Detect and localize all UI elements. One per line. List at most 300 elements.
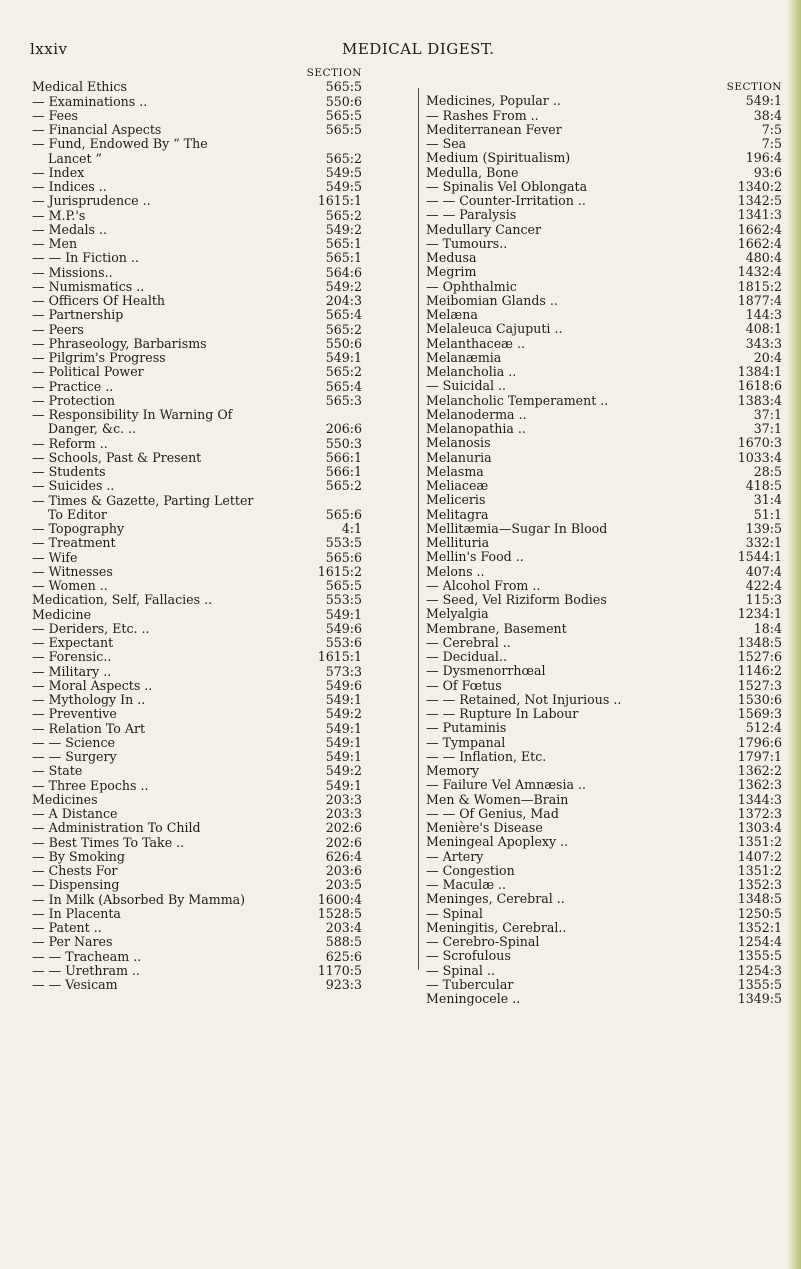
entry-section: 408:1 bbox=[745, 321, 782, 337]
index-entry bbox=[32, 209, 362, 223]
entry-label: — Moral Aspects .. bbox=[32, 677, 153, 693]
entry-section: 422:4 bbox=[745, 577, 782, 593]
entry-section: 93:6 bbox=[753, 164, 782, 180]
page-header bbox=[30, 40, 780, 62]
entry-section: 549:1 bbox=[325, 777, 362, 793]
entry-section: 480:4 bbox=[745, 250, 782, 265]
index-entry bbox=[426, 465, 782, 479]
entry-label: Meninges, Cerebral .. bbox=[426, 891, 565, 907]
entry-label: — Spinalis Vel Oblongata bbox=[426, 178, 588, 194]
entry-label: Melæna bbox=[426, 307, 478, 322]
entry-section: 144:3 bbox=[745, 307, 782, 322]
index-entry bbox=[426, 394, 782, 408]
entry-label: — Per Nares bbox=[32, 934, 113, 950]
entry-section: 565:3 bbox=[325, 392, 362, 408]
entry-label: Medication, Self, Fallacies .. bbox=[32, 592, 213, 608]
entry-section: 1352:3 bbox=[737, 877, 782, 892]
entry-section: 1170:5 bbox=[317, 962, 362, 978]
entry-label: Men & Women—Brain bbox=[426, 791, 569, 807]
index-entry bbox=[426, 508, 782, 522]
index-entry bbox=[426, 679, 782, 693]
index-entry bbox=[32, 137, 362, 151]
entry-label: Melanopathia .. bbox=[426, 421, 526, 436]
entry-label: Melancholic Temperament .. bbox=[426, 392, 609, 408]
entry-label: Melanoderma .. bbox=[426, 406, 527, 422]
entry-label: — Failure Vel Amnæsia .. bbox=[426, 777, 587, 793]
index-entry bbox=[32, 650, 362, 664]
entry-label: — — Of Genius, Mad bbox=[426, 805, 559, 821]
entry-section: 550:6 bbox=[325, 335, 362, 351]
index-entry bbox=[32, 907, 362, 921]
entry-label: — Deriders, Etc. .. bbox=[32, 620, 150, 636]
entry-section: 573:3 bbox=[325, 663, 362, 679]
page-edge bbox=[787, 0, 801, 1269]
entry-section: 565:5 bbox=[325, 122, 362, 137]
entry-label: — In Milk (Absorbed By Mamma) bbox=[32, 891, 246, 907]
entry-label: Medium (Spiritualism) bbox=[426, 150, 571, 166]
entry-section: 1527:6 bbox=[737, 649, 782, 664]
entry-section: 1355:5 bbox=[737, 948, 782, 964]
index-entry bbox=[32, 166, 362, 180]
index-entry bbox=[32, 779, 362, 793]
index-entry bbox=[32, 622, 362, 636]
entry-section: 1618:6 bbox=[737, 378, 782, 394]
entry-section: 565:2 bbox=[325, 364, 362, 380]
entry-label: — Administration To Child bbox=[32, 820, 201, 836]
entry-section: 203:6 bbox=[325, 863, 362, 878]
entry-label: — Scrofulous bbox=[426, 948, 511, 964]
entry-section: 565:6 bbox=[325, 506, 362, 522]
index-entry bbox=[426, 864, 782, 878]
entry-label: — Suicides .. bbox=[32, 478, 115, 494]
section-heading: SECTION bbox=[306, 67, 362, 79]
entry-label: — Dysmenorrhœal bbox=[426, 663, 546, 679]
index-entry bbox=[426, 778, 782, 792]
entry-section: 1407:2 bbox=[737, 848, 782, 864]
entry-label: — Practice .. bbox=[32, 378, 114, 394]
entry-label: Meliceris bbox=[426, 492, 486, 508]
entry-section: 565:1 bbox=[325, 236, 362, 251]
entry-section: 1344:3 bbox=[737, 791, 782, 807]
entry-section: 1544:1 bbox=[737, 549, 782, 565]
entry-section: 588:5 bbox=[325, 934, 362, 950]
entry-label: — — Vesicam bbox=[32, 977, 118, 992]
column-divider bbox=[418, 88, 419, 970]
index-entry bbox=[426, 949, 782, 963]
entry-section: 31:4 bbox=[753, 492, 782, 508]
index-entry bbox=[32, 679, 362, 693]
entry-label: — Putaminis bbox=[426, 720, 507, 736]
entry-label: — Medals .. bbox=[32, 221, 108, 237]
entry-section: 565:4 bbox=[325, 378, 362, 394]
entry-section: 549:2 bbox=[325, 763, 362, 779]
entry-label: — Protection bbox=[32, 392, 116, 408]
index-entry bbox=[426, 265, 782, 279]
index-entry bbox=[426, 123, 782, 137]
left-index-column bbox=[32, 66, 362, 992]
entry-section: 549:1 bbox=[325, 720, 362, 736]
entry-section: 553:6 bbox=[325, 635, 362, 650]
entry-label: — Responsibility In Warning Of bbox=[32, 407, 233, 422]
entry-section: 549:5 bbox=[325, 164, 362, 180]
index-entry bbox=[32, 194, 362, 208]
entry-section: 18:4 bbox=[753, 620, 782, 636]
entry-section: 549:1 bbox=[325, 606, 362, 622]
entry-section: 203:3 bbox=[325, 791, 362, 807]
index-entry bbox=[426, 408, 782, 422]
entry-section: 1341:3 bbox=[737, 207, 782, 223]
entry-label: — Students bbox=[32, 464, 106, 479]
entry-section: 1662:4 bbox=[737, 221, 782, 237]
entry-label: Medicine bbox=[32, 606, 92, 622]
index-entry bbox=[426, 593, 782, 607]
entry-section: 1254:3 bbox=[737, 962, 782, 978]
index-entry bbox=[426, 251, 782, 265]
entry-label: — Decidual.. bbox=[426, 649, 507, 664]
entry-label: — Index bbox=[32, 164, 85, 180]
index-entry bbox=[426, 223, 782, 237]
index-entry bbox=[426, 622, 782, 636]
entry-section: 626:4 bbox=[325, 848, 362, 864]
index-entry bbox=[32, 950, 362, 964]
entry-label: — Sea bbox=[426, 136, 467, 151]
index-entry bbox=[426, 379, 782, 393]
index-entry bbox=[426, 565, 782, 579]
index-entry bbox=[426, 878, 782, 892]
entry-label: — Chests For bbox=[32, 863, 118, 878]
entry-label: — — Retained, Not Injurious .. bbox=[426, 691, 622, 707]
entry-label: — Fees bbox=[32, 107, 79, 123]
entry-section: 1362:3 bbox=[737, 777, 782, 793]
entry-section: 1340:2 bbox=[737, 178, 782, 194]
entry-section: 549:1 bbox=[745, 93, 782, 109]
entry-label: — Missions.. bbox=[32, 264, 113, 280]
index-entry bbox=[426, 907, 782, 921]
entry-section: 1615:1 bbox=[317, 193, 362, 209]
index-entry bbox=[426, 479, 782, 493]
entry-label: — Jurisprudence .. bbox=[32, 193, 151, 209]
entry-section: 550:3 bbox=[325, 435, 362, 451]
index-entry bbox=[32, 266, 362, 280]
entry-section: 202:6 bbox=[325, 834, 362, 850]
index-entry bbox=[32, 864, 362, 878]
entry-label: — Spinal bbox=[426, 905, 483, 921]
entry-label: — — Paralysis bbox=[426, 207, 517, 223]
running-title: MEDICAL DIGEST. bbox=[342, 40, 495, 58]
entry-section: 1383:4 bbox=[737, 392, 782, 408]
entry-section: 549:6 bbox=[325, 677, 362, 693]
index-entry bbox=[32, 80, 362, 94]
entry-label: — Preventive bbox=[32, 706, 117, 722]
entry-label: Melancholia .. bbox=[426, 364, 517, 379]
index-entry bbox=[32, 707, 362, 721]
entry-label: — Officers Of Health bbox=[32, 293, 166, 308]
entry-label: Menière's Disease bbox=[426, 820, 543, 835]
entry-section: 549:1 bbox=[325, 692, 362, 707]
index-entry bbox=[426, 151, 782, 165]
entry-label: Melanosis bbox=[426, 435, 491, 451]
entry-section: 1615:2 bbox=[317, 563, 362, 579]
entry-section: 1615:1 bbox=[317, 649, 362, 665]
entry-label: Mellin's Food .. bbox=[426, 549, 524, 565]
entry-section: 565:4 bbox=[325, 307, 362, 323]
index-entry bbox=[426, 493, 782, 507]
index-entry bbox=[32, 893, 362, 907]
index-entry bbox=[426, 536, 782, 550]
entry-label: — Men bbox=[32, 236, 78, 251]
entry-label: — Relation To Art bbox=[32, 720, 146, 736]
index-entry bbox=[426, 550, 782, 564]
entry-section: 549:1 bbox=[325, 350, 362, 365]
index-entry bbox=[32, 351, 362, 365]
entry-label: — — Inflation, Etc. bbox=[426, 748, 547, 764]
index-entry bbox=[32, 693, 362, 707]
entry-section: 553:5 bbox=[325, 592, 362, 608]
entry-section: 196:4 bbox=[745, 150, 782, 166]
entry-section: 407:4 bbox=[745, 563, 782, 579]
entry-section: 1234:1 bbox=[737, 606, 782, 622]
index-entry bbox=[32, 308, 362, 322]
index-entry bbox=[426, 650, 782, 664]
index-entry bbox=[426, 422, 782, 436]
index-entry bbox=[32, 109, 362, 123]
entry-label: Mediterranean Fever bbox=[426, 121, 562, 137]
index-entry bbox=[32, 836, 362, 850]
index-entry bbox=[32, 935, 362, 949]
entry-section: 1797:1 bbox=[737, 748, 782, 764]
entry-section: 1303:4 bbox=[737, 820, 782, 835]
entry-section: 923:3 bbox=[325, 977, 362, 992]
entry-label: — — Tracheam .. bbox=[32, 948, 142, 964]
entry-section: 115:3 bbox=[745, 592, 782, 607]
entry-section: 37:1 bbox=[753, 406, 782, 422]
entry-section: 1662:4 bbox=[737, 235, 782, 251]
index-entry bbox=[32, 394, 362, 408]
entry-section: 565:5 bbox=[325, 578, 362, 593]
index-entry bbox=[426, 978, 782, 992]
entry-section: 4:1 bbox=[341, 521, 362, 536]
entry-section: 1527:3 bbox=[737, 677, 782, 693]
entry-section: 550:6 bbox=[325, 93, 362, 109]
entry-label: — Financial Aspects bbox=[32, 122, 162, 137]
index-entry bbox=[32, 494, 362, 508]
entry-label: — A Distance bbox=[32, 806, 118, 821]
index-entry bbox=[426, 308, 782, 322]
entry-label: — Phraseology, Barbarisms bbox=[32, 335, 207, 351]
entry-section: 549:2 bbox=[325, 278, 362, 294]
index-entry bbox=[32, 921, 362, 935]
entry-label: — Seed, Vel Riziform Bodies bbox=[426, 592, 607, 607]
entry-label: — Women .. bbox=[32, 578, 108, 593]
entry-label: Meningocele .. bbox=[426, 991, 521, 1006]
index-entry bbox=[426, 137, 782, 151]
entry-section: 1815:2 bbox=[737, 278, 782, 294]
index-entry bbox=[32, 964, 362, 978]
index-entry bbox=[32, 736, 362, 750]
entry-section: 1348:5 bbox=[737, 891, 782, 907]
entry-label: Melanæmia bbox=[426, 349, 502, 365]
index-entry bbox=[426, 237, 782, 251]
entry-section: 28:5 bbox=[753, 463, 782, 479]
entry-section: 565:6 bbox=[325, 549, 362, 565]
index-entry bbox=[426, 351, 782, 365]
index-entry bbox=[426, 109, 782, 123]
entry-section: 1384:1 bbox=[737, 364, 782, 379]
entry-section: 418:5 bbox=[745, 478, 782, 493]
index-entry bbox=[426, 892, 782, 906]
entry-section: 7:5 bbox=[761, 121, 782, 137]
index-entry bbox=[32, 180, 362, 194]
entry-label: — — In Fiction .. bbox=[32, 250, 139, 266]
index-entry bbox=[32, 437, 362, 451]
entry-label: — Topography bbox=[32, 521, 125, 536]
index-entry bbox=[32, 223, 362, 237]
entry-label: — Forensic.. bbox=[32, 649, 112, 665]
entry-label: Medullary Cancer bbox=[426, 221, 542, 237]
entry-section: 565:1 bbox=[325, 250, 362, 266]
entry-label: Mellitæmia—Sugar In Blood bbox=[426, 520, 608, 536]
entry-label: Meibomian Glands .. bbox=[426, 292, 558, 308]
entry-label: Melaleuca Cajuputi .. bbox=[426, 321, 563, 337]
index-entry bbox=[32, 793, 362, 807]
entry-section: 1351:2 bbox=[737, 862, 782, 878]
entry-label: — Congestion bbox=[426, 862, 515, 878]
entry-label: — Pilgrim's Progress bbox=[32, 350, 166, 365]
entry-section: 1600:4 bbox=[317, 891, 362, 907]
entry-section: 1670:3 bbox=[737, 435, 782, 451]
index-entry bbox=[32, 722, 362, 736]
index-entry bbox=[32, 579, 362, 593]
index-entry bbox=[32, 508, 362, 522]
entry-label: Medicines, Popular .. bbox=[426, 93, 561, 109]
entry-label: — Patent .. bbox=[32, 920, 102, 935]
entry-section: 565:2 bbox=[325, 478, 362, 494]
entry-section: 204:3 bbox=[325, 293, 362, 308]
entry-section: 1362:2 bbox=[737, 763, 782, 778]
index-entry bbox=[32, 536, 362, 550]
entry-label: Memory bbox=[426, 763, 480, 778]
entry-section: 343:3 bbox=[745, 335, 782, 351]
index-entry bbox=[32, 95, 362, 109]
index-entry bbox=[32, 551, 362, 565]
entry-label: — Numismatics .. bbox=[32, 278, 145, 294]
entry-label: — Rashes From .. bbox=[426, 107, 539, 123]
index-entry bbox=[32, 978, 362, 992]
entry-label: Melanuria bbox=[426, 449, 492, 465]
entry-section: 206:6 bbox=[325, 421, 362, 437]
entry-label: Melitagra bbox=[426, 506, 489, 522]
entry-label: Lancet ” bbox=[48, 150, 102, 166]
entry-section: 203:3 bbox=[325, 806, 362, 821]
entry-section: 1569:3 bbox=[737, 706, 782, 721]
entry-section: 139:5 bbox=[745, 520, 782, 536]
index-entry bbox=[32, 807, 362, 821]
entry-section: 565:5 bbox=[325, 107, 362, 123]
index-entry bbox=[426, 664, 782, 678]
entry-label: — Times & Gazette, Parting Letter bbox=[32, 492, 254, 508]
index-entry bbox=[426, 180, 782, 194]
entry-section: 203:4 bbox=[325, 920, 362, 935]
entry-label: — Tumours.. bbox=[426, 235, 508, 251]
index-entry bbox=[426, 750, 782, 764]
index-entry bbox=[426, 365, 782, 379]
entry-label: — Treatment bbox=[32, 535, 116, 551]
entry-section: 1342:5 bbox=[737, 193, 782, 208]
index-entry bbox=[426, 280, 782, 294]
entry-label: — In Placenta bbox=[32, 905, 121, 921]
entry-label: — Ophthalmic bbox=[426, 278, 517, 294]
entry-label: — — Surgery bbox=[32, 749, 117, 764]
entry-section: 202:6 bbox=[325, 820, 362, 836]
entry-label: — Witnesses bbox=[32, 563, 113, 579]
entry-label: — Examinations .. bbox=[32, 93, 148, 109]
entry-label: — Partnership bbox=[32, 307, 124, 323]
entry-section: 549:2 bbox=[325, 221, 362, 237]
entry-label: — Alcohol From .. bbox=[426, 577, 541, 593]
entry-section: 332:1 bbox=[745, 535, 782, 550]
entry-section: 549:6 bbox=[325, 620, 362, 636]
entry-label: — State bbox=[32, 763, 83, 779]
index-entry bbox=[426, 579, 782, 593]
entry-label: Mellituria bbox=[426, 535, 490, 550]
entry-label: Membrane, Basement bbox=[426, 620, 567, 636]
index-entry bbox=[32, 152, 362, 166]
entry-section: 565:2 bbox=[325, 150, 362, 166]
entry-label: — M.P.'s bbox=[32, 207, 86, 223]
index-entry bbox=[426, 436, 782, 450]
entry-label: — Tubercular bbox=[426, 976, 514, 992]
index-entry bbox=[32, 764, 362, 778]
index-entry bbox=[426, 793, 782, 807]
index-entry bbox=[32, 821, 362, 835]
index-entry bbox=[426, 707, 782, 721]
entry-section: 38:4 bbox=[753, 107, 782, 123]
index-entry bbox=[32, 479, 362, 493]
index-entry bbox=[426, 294, 782, 308]
entry-section: 51:1 bbox=[753, 506, 782, 522]
index-entry bbox=[426, 964, 782, 978]
entry-label: — Indices .. bbox=[32, 179, 107, 194]
entry-label: Megrim bbox=[426, 264, 477, 280]
index-entry bbox=[426, 935, 782, 949]
entry-label: — — Science bbox=[32, 734, 115, 750]
index-entry bbox=[426, 821, 782, 835]
entry-section: 1352:1 bbox=[737, 919, 782, 935]
entry-section: 565:2 bbox=[325, 207, 362, 223]
index-entry bbox=[32, 593, 362, 607]
index-entry bbox=[426, 636, 782, 650]
entry-section: 566:1 bbox=[325, 464, 362, 479]
entry-label: Danger, &c. .. bbox=[48, 421, 137, 437]
index-entry bbox=[32, 608, 362, 622]
index-entry bbox=[426, 850, 782, 864]
entry-label: Medusa bbox=[426, 250, 477, 265]
entry-label: Meningitis, Cerebral.. bbox=[426, 919, 567, 935]
entry-label: Medulla, Bone bbox=[426, 164, 519, 180]
entry-label: — Political Power bbox=[32, 364, 144, 380]
entry-label: — Maculæ .. bbox=[426, 877, 507, 892]
index-entry bbox=[32, 422, 362, 436]
entry-label: — Mythology In .. bbox=[32, 692, 146, 707]
entry-label: Meliaceæ bbox=[426, 478, 489, 493]
index-entry bbox=[32, 323, 362, 337]
entry-label: — Of Fœtus bbox=[426, 677, 502, 693]
index-entry bbox=[32, 237, 362, 251]
index-entry bbox=[32, 251, 362, 265]
entry-label: — Expectant bbox=[32, 635, 114, 650]
entry-section: 625:6 bbox=[325, 948, 362, 964]
entry-section: 1355:5 bbox=[737, 976, 782, 992]
